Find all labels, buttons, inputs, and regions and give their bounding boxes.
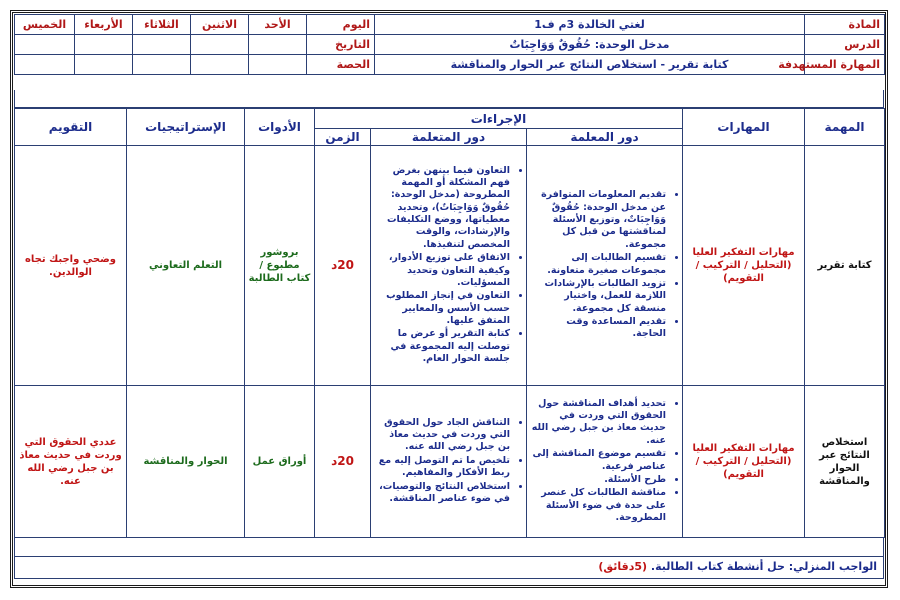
list-item: • تقسيم موضوع المناقشة إلى عناصر فرعية.	[531, 448, 666, 473]
lesson-plan-sheet	[14, 14, 884, 584]
list-item: • تقسيم الطالبات إلى مجموعات صغيرة متعاونة.	[531, 252, 666, 277]
date-cell-sunday	[249, 35, 307, 55]
evaluation-cell: وضحي واجبك تجاه الوالدين.	[15, 146, 127, 386]
skill-value: كتابة تقرير - استخلاص النتائج عبر الحوار والمناقشة	[375, 55, 805, 75]
col-strategies: الإستراتيجيات	[127, 109, 245, 146]
date-cell-monday	[191, 35, 249, 55]
period-cell-monday	[191, 55, 249, 75]
lesson-value: مدخل الوحدة: حُقُوقٌ وَوَاجِبَاتٌ	[375, 35, 805, 55]
list-item: • التناقش الجاد حول الحقوق التي وردت في حديث معاذ بن جبل رضي الله عنه.	[375, 417, 510, 454]
col-evaluation: التقويم	[15, 109, 127, 146]
list-item: • تقديم المساعدة وقت الحاجة.	[531, 316, 666, 341]
time-cell: 20د	[315, 386, 371, 538]
evaluation-cell: عددي الحقوق التي وردت في حديث معاذ بن جبل رضي الله عنه.	[15, 386, 127, 538]
date-cell-thursday	[15, 35, 75, 55]
skills-cell: مهارات التفكير العليا (التحليل / التركيب / التقويم)	[683, 386, 805, 538]
list-item: • تلخيص ما تم التوصل إليه مع ربط الأفكار والمفاهيم.	[375, 455, 510, 480]
list-item: • تحديد أهداف المناقشة حول الحقوق التي وردت في حديث معاذ بن جبل رضي الله عنه.	[531, 398, 666, 447]
day-sunday: الأحد	[249, 15, 307, 35]
subject-value: لغتي الخالدة 3م ف1	[375, 15, 805, 35]
col-learner-role: دور المتعلمة	[371, 129, 527, 146]
period-label: الحصة	[307, 55, 375, 75]
list-item: • تقديم المعلومات المتوافرة عن مدخل الوحدة: حُقُوقٌ وَوَاجِبَاتٌ، وتوزيع الأسئلة لمناقشتها من قبل كل مجموعة.	[531, 189, 666, 251]
procedures-table	[14, 108, 885, 538]
period-cell-sunday	[249, 55, 307, 75]
day-thursday: الخميس	[15, 15, 75, 35]
skill-label: المهارة المستهدفة	[805, 55, 885, 75]
col-skills: المهارات	[683, 109, 805, 146]
list-item: • كتابة التقرير أو عرض ما توصلت إليه المجموعة في جلسة الحوار العام.	[375, 328, 510, 365]
col-task: المهمة	[805, 109, 885, 146]
skills-cell: مهارات التفكير العليا (التحليل / التركيب / التقويم)	[683, 146, 805, 386]
list-item: • مناقشة الطالبات كل عنصر على حدة في ضوء الأسئلة المطروحة.	[531, 487, 666, 524]
table-row	[15, 146, 885, 386]
task-cell: استخلاص النتائج عبر الحوار والمناقشة	[805, 386, 885, 538]
list-item: • استخلاص النتائج والتوصيات، في ضوء عناصر المناقشة.	[375, 481, 510, 506]
list-item: • تزويد الطالبات بالإرشادات اللازمة للعمل، واختيار منسقة كل مجموعة.	[531, 278, 666, 315]
tools-cell: أوراق عمل	[245, 386, 315, 538]
date-label: التاريخ	[307, 35, 375, 55]
spacer-row	[14, 90, 884, 108]
list-item: • الاتفاق على توزيع الأدوار، وكيفية التعاون وتحديد المسؤليات.	[375, 252, 510, 289]
tools-cell: بروشور مطبوع / كتاب الطالبة	[245, 146, 315, 386]
time-cell: 20د	[315, 146, 371, 386]
date-cell-wednesday	[75, 35, 133, 55]
col-time: الزمن	[315, 129, 371, 146]
homework-text: الواجب المنزلي: حل أنشطة كتاب الطالبة.	[650, 560, 877, 573]
period-cell-tuesday	[133, 55, 191, 75]
col-teacher-role: دور المعلمة	[527, 129, 683, 146]
day-tuesday: الثلاثاء	[133, 15, 191, 35]
list-item: • التعاون في إنجاز المطلوب حسب الأسس والمعايير المتفق عليها.	[375, 290, 510, 327]
teacher-role-cell	[527, 386, 683, 538]
learner-role-cell	[371, 146, 527, 386]
list-item: • طرح الأسئلة.	[531, 474, 666, 486]
period-cell-thursday	[15, 55, 75, 75]
lesson-label: الدرس	[805, 35, 885, 55]
learner-role-cell	[371, 386, 527, 538]
period-cell-wednesday	[75, 55, 133, 75]
col-tools: الأدوات	[245, 109, 315, 146]
list-item: • التعاون فيما بينهن بغرض فهم المشكلة أو المهمة المطروحة (مدخل الوحدة: حُقُوقٌ وَوَاجِبَاتٌ)، وتحديد معطياتها، ووضع التكليفات والإرشادات، والوقت المخصص لتنفيذها.	[375, 165, 510, 251]
subject-label: المادة	[805, 15, 885, 35]
teacher-role-cell	[527, 146, 683, 386]
table-row	[15, 386, 885, 538]
day-monday: الاثنين	[191, 15, 249, 35]
day-label: اليوم	[307, 15, 375, 35]
spacer-row	[14, 537, 884, 557]
strategy-cell: التعلم التعاوني	[127, 146, 245, 386]
task-cell: كتابة تقرير	[805, 146, 885, 386]
homework-row	[14, 557, 884, 579]
strategy-cell: الحوار والمناقشة	[127, 386, 245, 538]
day-wednesday: الأربعاء	[75, 15, 133, 35]
col-procedures: الإجراءات	[315, 109, 683, 129]
header-table	[14, 14, 885, 75]
homework-duration: (5دقائق)	[598, 560, 648, 573]
date-cell-tuesday	[133, 35, 191, 55]
